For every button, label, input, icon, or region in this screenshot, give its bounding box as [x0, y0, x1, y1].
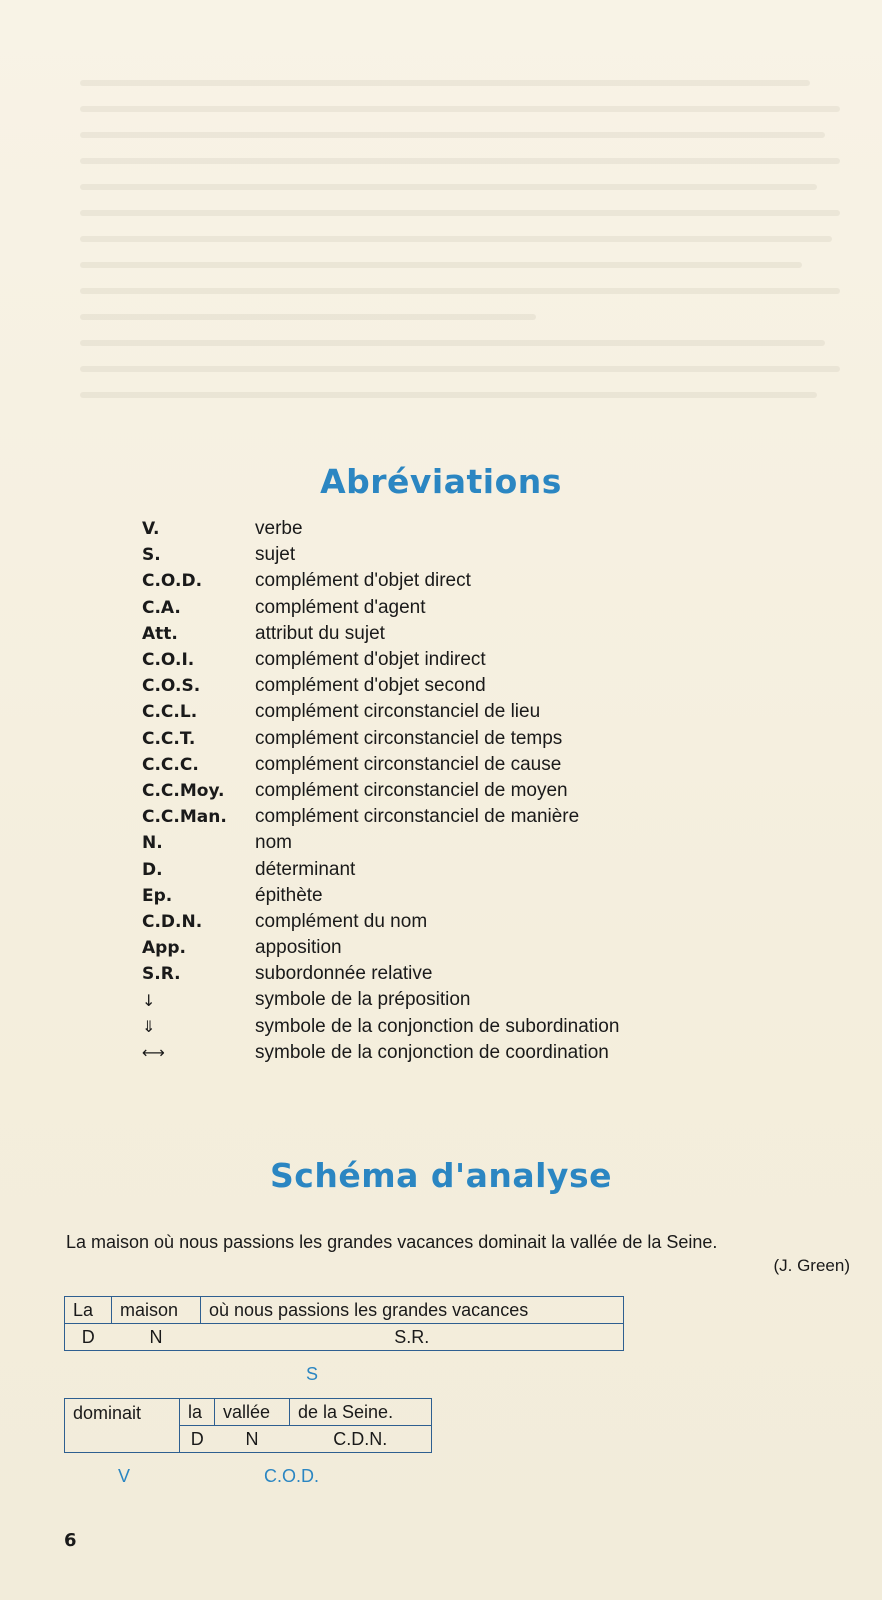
abbreviation-definition: complément d'objet indirect — [255, 649, 486, 671]
abbreviation-key: Ep. — [142, 885, 173, 906]
abbreviation-definition: symbole de la préposition — [255, 989, 471, 1011]
abbreviation-key: C.D.N. — [142, 911, 203, 932]
function-label-verb: V — [118, 1466, 131, 1486]
abbreviation-key: App. — [142, 938, 186, 959]
abbreviation-definition: sujet — [255, 544, 296, 566]
abreviations-list — [142, 516, 842, 1066]
abbreviation-definition: complément d'objet direct — [255, 570, 471, 592]
abbreviation-key: C.C.Moy. — [142, 780, 225, 801]
abbreviation-definition: complément circonstanciel de manière — [255, 806, 580, 828]
abbreviation-row — [142, 830, 842, 856]
category-cell: D — [180, 1426, 215, 1453]
abbreviation-definition: complément circonstanciel de cause — [255, 753, 562, 775]
analysis-table-predicate — [64, 1398, 432, 1453]
abbreviation-key: S.R. — [142, 964, 181, 985]
abbreviation-definition: subordonnée relative — [255, 963, 433, 985]
show-through-text — [80, 80, 840, 418]
abbreviation-definition: complément circonstanciel de temps — [255, 727, 563, 749]
word-cell: où nous passions les grandes vacances — [201, 1297, 624, 1324]
abbreviation-row — [142, 804, 842, 830]
abbreviation-key: Att. — [142, 623, 178, 644]
schema-title: Schéma d'analyse — [270, 1156, 612, 1195]
abbreviation-definition: symbole de la conjonction de coordination — [255, 1041, 609, 1063]
word-cell: dominait — [65, 1399, 180, 1453]
abbreviation-definition: épithète — [255, 884, 323, 906]
abbreviation-key: ⇓ — [142, 1017, 156, 1037]
abbreviation-row — [142, 542, 842, 568]
abbreviation-row — [142, 883, 842, 909]
abbreviation-definition: verbe — [255, 518, 303, 540]
abbreviation-definition: nom — [255, 832, 292, 854]
abbreviation-key: D. — [142, 859, 163, 880]
abbreviation-row — [142, 568, 842, 594]
abbreviation-row — [142, 673, 842, 699]
abbreviation-row — [142, 647, 842, 673]
function-label-cod: C.O.D. — [264, 1466, 320, 1486]
abbreviation-row — [142, 699, 842, 725]
category-cell: N — [215, 1426, 290, 1453]
abbreviation-key: C.C.T. — [142, 728, 196, 749]
word-cell: La — [65, 1297, 112, 1324]
word-cell: maison — [112, 1297, 201, 1324]
abbreviation-key: N. — [142, 833, 163, 854]
author-citation: (J. Green) — [773, 1256, 850, 1275]
function-label-subject: S — [306, 1364, 319, 1384]
word-cell: vallée — [215, 1399, 290, 1426]
abbreviation-row — [142, 778, 842, 804]
table-row-categories — [65, 1324, 624, 1351]
abbreviation-key: C.O.I. — [142, 650, 195, 671]
abbreviation-key: ↓ — [142, 990, 156, 1010]
abbreviation-key: V. — [142, 519, 160, 540]
abbreviation-row — [142, 726, 842, 752]
example-sentence: La maison où nous passions les grandes vacances dominait la vallée de la Seine. — [66, 1232, 718, 1252]
abbreviation-key: S. — [142, 545, 161, 566]
abbreviation-key: C.C.L. — [142, 702, 198, 723]
abbreviation-key: C.O.D. — [142, 571, 203, 592]
category-cell: D — [65, 1324, 112, 1351]
analysis-table-subject — [64, 1296, 624, 1351]
abbreviation-row — [142, 621, 842, 647]
category-cell: C.D.N. — [290, 1426, 432, 1453]
abbreviation-row — [142, 961, 842, 987]
abbreviation-row — [142, 1014, 842, 1040]
abbreviation-definition: déterminant — [255, 858, 356, 880]
abbreviation-key: ⟷ — [142, 1043, 165, 1063]
abbreviation-row — [142, 752, 842, 778]
category-cell: N — [112, 1324, 201, 1351]
abbreviation-row — [142, 856, 842, 882]
abbreviation-definition: apposition — [255, 937, 342, 959]
abbreviation-definition: complément circonstanciel de lieu — [255, 701, 541, 723]
abbreviation-definition: complément du nom — [255, 910, 428, 932]
abbreviation-row — [142, 935, 842, 961]
abbreviation-definition: symbole de la conjonction de subordination — [255, 1015, 620, 1037]
word-cell: de la Seine. — [290, 1399, 432, 1426]
abbreviation-row — [142, 516, 842, 542]
abreviations-title: Abréviations — [320, 462, 562, 501]
abbreviation-row — [142, 987, 842, 1013]
abbreviation-definition: attribut du sujet — [255, 622, 385, 644]
page-number: 6 — [64, 1530, 77, 1551]
abbreviation-row — [142, 595, 842, 621]
abbreviation-key: C.O.S. — [142, 676, 201, 697]
abbreviation-key: C.C.C. — [142, 754, 199, 775]
table-row-words — [65, 1297, 624, 1324]
abbreviation-key: C.A. — [142, 597, 181, 618]
category-cell: S.R. — [201, 1324, 624, 1351]
abbreviation-key: C.C.Man. — [142, 807, 227, 828]
abbreviation-definition: complément circonstanciel de moyen — [255, 779, 568, 801]
abbreviation-definition: complément d'agent — [255, 596, 426, 618]
table-row-words — [65, 1399, 432, 1426]
abbreviation-row — [142, 909, 842, 935]
word-cell: la — [180, 1399, 215, 1426]
abbreviation-definition: complément d'objet second — [255, 675, 486, 697]
abbreviation-row — [142, 1040, 842, 1066]
